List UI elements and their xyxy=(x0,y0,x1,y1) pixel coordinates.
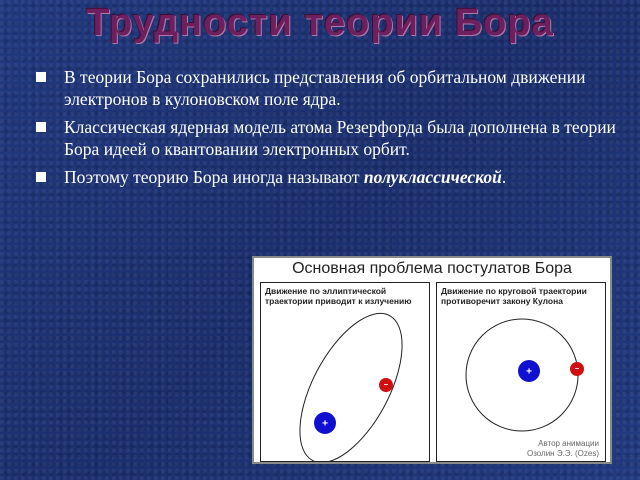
elliptical-orbit-path xyxy=(279,298,423,461)
circular-caption: Движение по круговой траектории противоречит закону Кулона xyxy=(441,286,587,306)
bohr-postulates-figure xyxy=(252,256,612,464)
bullet-text-after: . xyxy=(501,167,507,187)
elliptical-caption: Движение по эллиптической траектории приводит к излучению xyxy=(265,286,412,306)
bullet-square-icon xyxy=(36,72,46,82)
bullet-emphasis: полуклассической xyxy=(363,167,502,187)
author-name: Озолин Э.Э. (Ozes) xyxy=(526,449,599,458)
nucleus-plus-label: + xyxy=(526,366,532,378)
slide-title: Трудности теории Бора xyxy=(86,2,554,44)
circular-orbit-panel xyxy=(436,282,606,462)
bullet-square-icon xyxy=(36,122,46,132)
elliptical-orbit-panel xyxy=(260,282,430,462)
nucleus-plus-label: + xyxy=(322,418,328,430)
elliptical-orbit-diagram xyxy=(261,283,429,461)
bullet-item xyxy=(36,66,626,110)
circular-orbit-diagram xyxy=(437,283,605,461)
bullet-square-icon xyxy=(36,172,46,182)
electron-minus-label: – xyxy=(383,380,389,389)
bullet-list xyxy=(36,66,626,194)
electron-minus-label: – xyxy=(574,364,580,373)
figure-title: Основная проблема постулатов Бора xyxy=(292,260,572,277)
author-label: Автор анимации xyxy=(538,439,599,448)
bullet-text-before: Поэтому теорию Бора иногда называют xyxy=(64,167,364,187)
bullet-text: Классическая ядерная модель атома Резерфорда была дополнена в теории Бора идеей о квантовании электронных орбит. xyxy=(64,117,616,159)
bullet-item xyxy=(36,166,626,188)
bullet-item xyxy=(36,116,626,160)
bullet-text: В теории Бора сохранились представления об орбитальном движении электронов в кулоновском поле ядра. xyxy=(64,67,586,109)
animation-author xyxy=(527,439,599,459)
